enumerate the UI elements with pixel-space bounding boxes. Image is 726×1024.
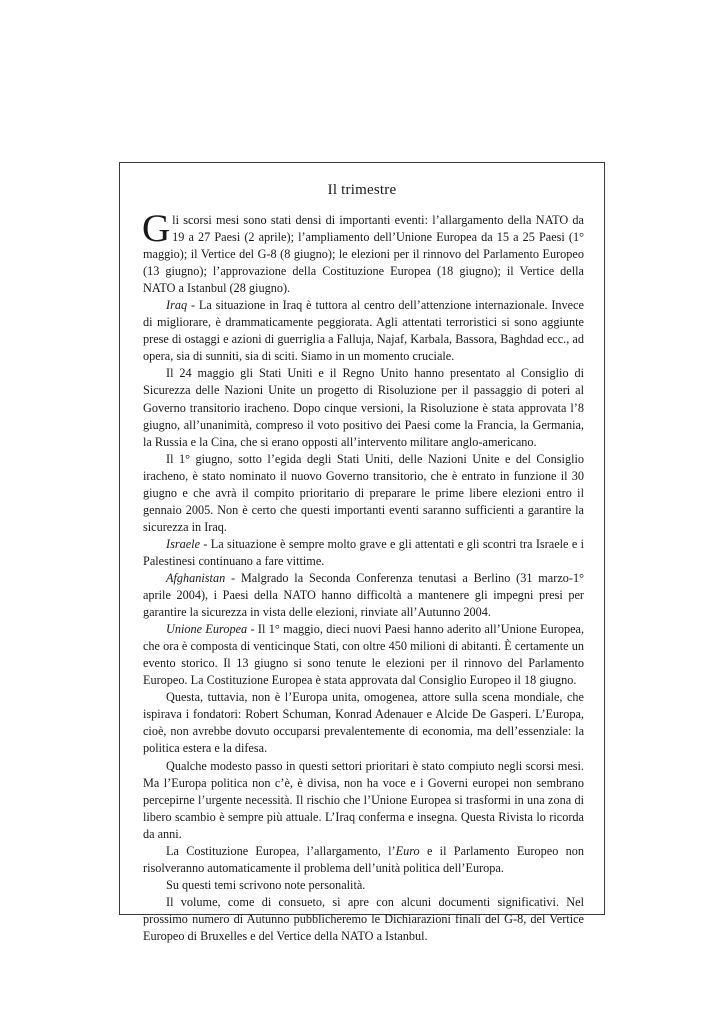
paragraph-text: Questa, tuttavia, non è l’Europa unita, omogenea, attore sulla scena mondiale, che ispirava i fondatori: Robert Schuman, Konrad Adenauer e Alcide De Gasperi. L’Europa, cioè, non avrebbe dovuto occuparsi prevalentemente di economia, ma dell’essenziale: la politica estera e la difesa. [143, 690, 584, 756]
paragraph-israele [143, 536, 584, 570]
paragraph [143, 689, 584, 757]
paragraph-afghanistan [143, 570, 584, 621]
article-body [142, 207, 585, 945]
paragraph-text: - Il 1° maggio, dieci nuovi Paesi hanno aderito all’Unione Europea, che ora è composta di venticinque Stati, con oltre 450 milioni di abitanti. È certamente un evento storico. Il 13 giugno si sono tenute le elezioni per il rinnovo del Parlamento Europeo. La Costituzione Europea è stata approvata dal Consiglio Europeo il 18 giugno. [143, 622, 585, 688]
section-label-unione-europea: Unione Europea [166, 622, 248, 637]
paragraph [143, 877, 584, 894]
paragraph-text: La Costituzione Europea, l’allargamento, l’ [166, 843, 396, 858]
page-frame [119, 162, 605, 943]
paragraph-text: - Malgrado la Seconda Conferenza tenutasi a Berlino (31 marzo-1° aprile 2004), i Paesi della NATO hanno difficoltà a mantenere gli impegni presi per garantire la sicurezza in vista delle elezioni, rinviate all’Autunno 2004. [143, 570, 584, 620]
paragraph-text: e il Parlamento Europeo non risolveranno automaticamente il problema dell’unità politica dell’Europa. [143, 843, 584, 875]
paragraph-text: - La situazione è sempre molto grave e gli attentati e gli scontri tra Israele e i Palestinesi continuano a fare vittime. [143, 536, 584, 568]
paragraph [143, 365, 584, 450]
page-title: Il trimestre [327, 182, 397, 198]
paragraph-text: Il 24 maggio gli Stati Uniti e il Regno Unito hanno presentato al Consiglio di Sicurezza delle Nazioni Unite un progetto di Risoluzione per il passaggio di poteri al Governo transitorio iracheno. Dopo cinque versioni, la Risoluzione è stata approvata l’8 giugno, all’unanimità, compreso il voto positivo dei Paesi come la Francia, la Germania, la Russia e la Cina, che si erano opposti all’intervento militare anglo-americano. [143, 366, 584, 449]
paragraph-iraq [143, 297, 584, 365]
section-label-israele: Israele [166, 536, 201, 551]
paragraph-text: Il volume, come di consueto, si apre con alcuni documenti significativi. Nel prossimo numero di Autunno pubblicheremo le Dichiarazioni finali del G-8, del Vertice Europeo di Bruxelles e del Vertice della NATO a Istanbul. [143, 894, 584, 943]
paragraph [143, 894, 584, 945]
paragraph-unione-europea [143, 621, 584, 689]
paragraph-text: - La situazione in Iraq è tuttora al centro dell’attenzione internazionale. Invece di migliorare, è drammaticamente peggiorata. Agli attentati terroristici si sono aggiunte prese di ostaggi e azioni di guerriglia a Falluja, Najaf, Karbala, Bassora, Baghdad ecc., ad opera, sia di sunniti, sia di sciti. Siamo in un momento cruciale. [143, 298, 584, 364]
paragraph-text: Qualche modesto passo in questi settori prioritari è stato compiuto negli scorsi mesi. Ma l’Europa politica non c’è, è divisa, non ha voce e i Governi europei non sembrano percepirne l’urgente necessità. Il rischio che l’Unione Europea si trasformi in una zona di libero scambio è sempre più attuale. L’Iraq conferma e insegna. Questa Rivista lo ricorda da anni. [143, 758, 584, 841]
paragraph [143, 758, 584, 843]
drop-cap: G [142, 207, 171, 250]
section-label-afghanistan: Afghanistan [166, 570, 226, 585]
paragraph-text: Su questi temi scrivono note personalità. [166, 877, 366, 892]
paragraph [143, 843, 584, 877]
intro-text: li scorsi mesi sono stati densi di importanti eventi: l’allargamento della NATO da 19 a 27 Paesi (2 aprile); l’ampliamento dell’Unione Europea da 15 a 25 Paesi (1° maggio); il Vertice del G-8 (8 giugno); le elezioni per il rinnovo del Parlamento Europeo (13 giugno); l’approvazione della Costituzione Europea (18 giugno); il Vertice della NATO a Istanbul (28 giugno). [143, 213, 584, 296]
italic-term: Euro [395, 843, 420, 858]
paragraph [143, 451, 584, 536]
section-label-iraq: Iraq [166, 298, 188, 313]
paragraph-text: Il 1° giugno, sotto l’egida degli Stati Uniti, delle Nazioni Unite e del Consiglio iracheno, è stato nominato il nuovo Governo transitorio, che è entrato in funzione il 30 giugno e che avrà il compito prioritario di preparare le prime libere elezioni entro il gennaio 2005. Non è certo che questi importanti eventi saranno sufficienti a garantire la sicurezza in Iraq. [143, 451, 584, 534]
intro-paragraph [142, 207, 584, 297]
